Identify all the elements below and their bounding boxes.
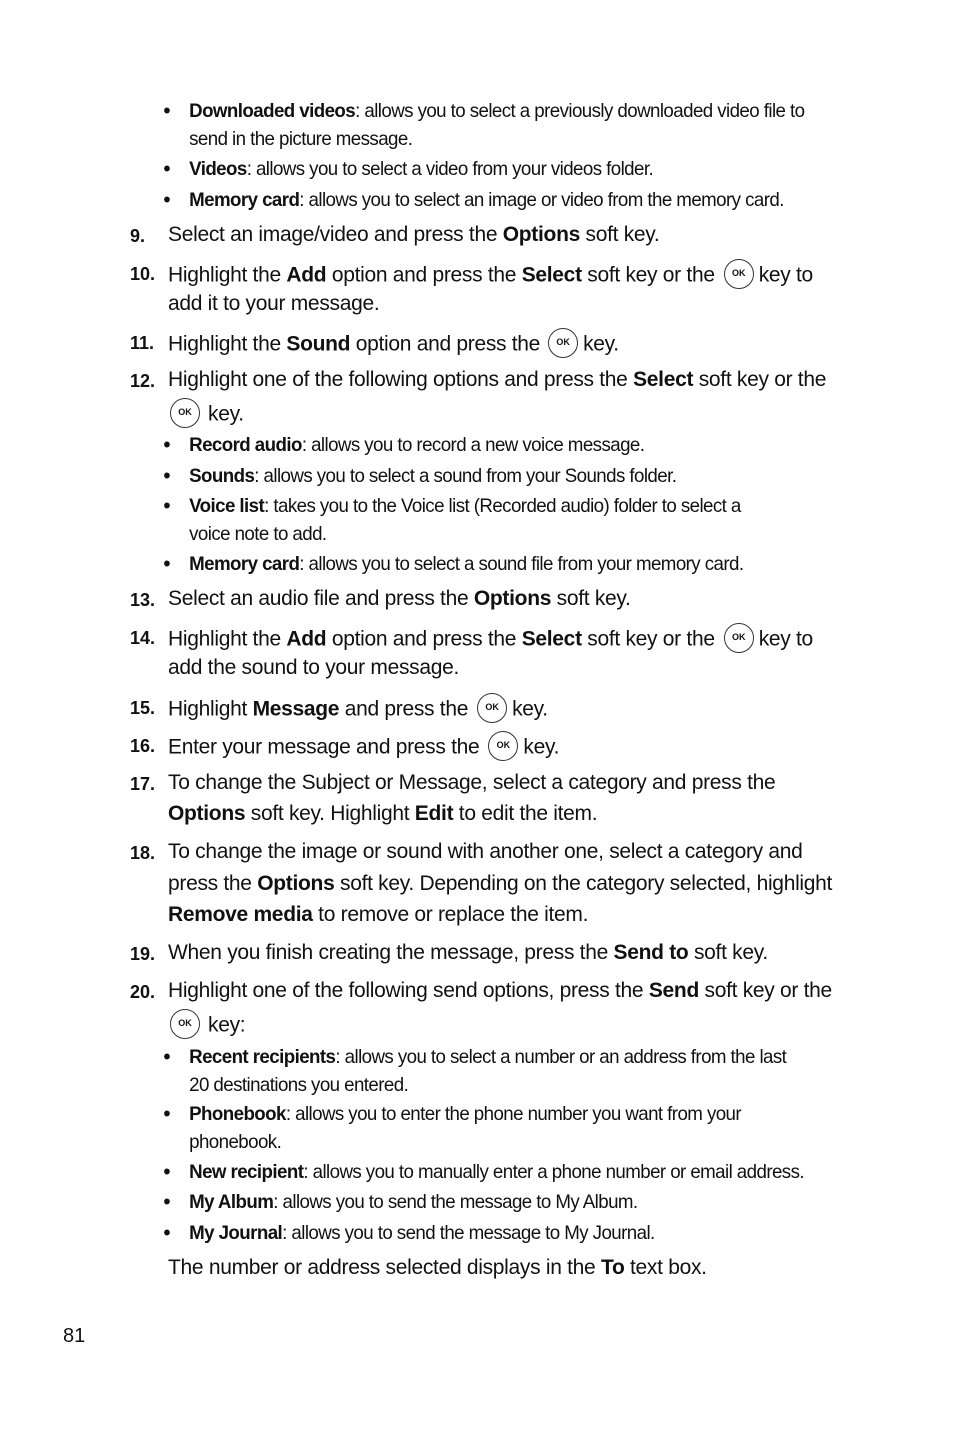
page-number: 81 [63, 1325, 86, 1347]
step-number: 18. [130, 843, 156, 863]
step-number: 9. [130, 226, 146, 246]
bullet-dot: • [163, 1220, 171, 1245]
step-number: 15. [130, 698, 156, 718]
bullet-dot: • [163, 187, 171, 212]
bullet-dot: • [163, 1189, 171, 1214]
bullet-dot: • [163, 1101, 171, 1126]
ok-key-icon [548, 328, 578, 358]
ok-key-icon [488, 731, 518, 761]
step-number: 17. [130, 774, 156, 794]
step-number: 13. [130, 590, 156, 610]
ok-key-icon [477, 693, 507, 723]
step-number: 19. [130, 944, 156, 964]
bullet-dot: • [163, 463, 171, 488]
bullet-dot: • [163, 551, 171, 576]
bullet-dot: • [163, 98, 171, 123]
step-number: 16. [130, 736, 156, 756]
step-number: 10. [130, 264, 156, 284]
bullet-dot: • [163, 1044, 171, 1069]
ok-key-icon [170, 398, 200, 428]
bullet-dot: • [163, 493, 171, 518]
bullet-dot: • [163, 156, 171, 181]
step-number: 20. [130, 982, 156, 1002]
bullet-dot: • [163, 432, 171, 457]
bullet-dot: • [163, 1159, 171, 1184]
ok-key-icon [170, 1009, 200, 1039]
step-number: 14. [130, 628, 156, 648]
step-number: 12. [130, 371, 156, 391]
manual-page: • Downloaded videos: allows you to select a previously downloaded video file to send in the picture message. • Videos: allows you to select a video from your videos folder. • Memory card: allows you to select an image or video from the memory card. 9. Select an image/video and press the Options soft key. 10. Highlight the Add option and press the Select soft key or theOK key to add it to your message. 11. Highlight the Sound option and press theOK key. 12. Highlight one of the following options and press the Select soft key or the OKkey. • Record audio: allows you to record a new voice message. • Sounds: allows you to select a sound from your Sounds folder. • Voice list: takes you to the Voice list (Recorded audio) folder to select a voice note to add. • Memory card: allows you to select a sound file from your memory card. 13. Select an audio file and press the Options soft key. 14. Highlight the Add option and press the Select soft key or theOK key to add the sound to your message. 15. Highlight Message and press theOK key. 16. Enter your message and press theOK key. 17. To change the Subject or Message, select a category and press the Options soft key. Highlight Edit to edit the item. 18. To change the image or sound with another one, select a category and press the Options soft key. Depending on the category selected, highlight Remove media to remove or replace the item. 19. When you finish creating the message, press the Send to soft key. 20. Highlight one of the following send options, press the Send soft key or the OKkey: • Recent recipients: allows you to select a number or an address from the last 20 destinations you entered. • Phonebook: allows you to enter the phone number you want from your phonebook. • New recipient: allows you to manually enter a phone number or email address. • My Album: allows you to send the message to My Album. • My Journal: allows you to send the message to My Journal. The number or address selected displays in the To text box. 81 [0, 0, 954, 1431]
ok-key-icon [724, 259, 754, 289]
ok-key-icon [724, 623, 754, 653]
step-number: 11. [130, 333, 155, 353]
